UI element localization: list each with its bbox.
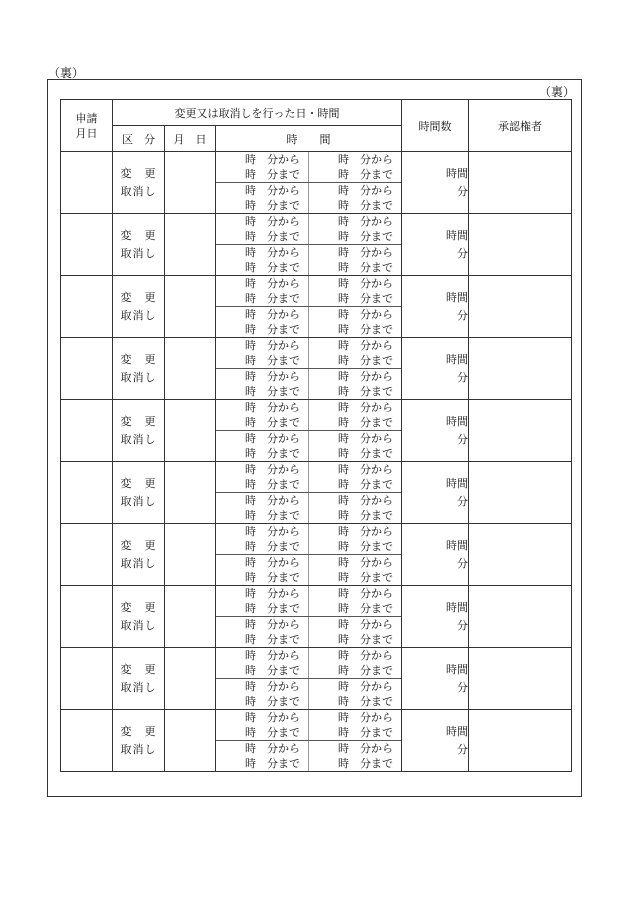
time-from-label: 時 分から (245, 555, 300, 569)
time-slot[interactable] (308, 400, 401, 430)
hours-unit-label: 時間 (446, 476, 468, 490)
application-date-cell[interactable] (61, 524, 113, 586)
time-slot-pair (216, 276, 401, 307)
time-cell[interactable] (216, 586, 402, 648)
time-from-label: 時 分から (245, 493, 300, 507)
time-slot[interactable] (308, 245, 401, 275)
time-slot[interactable] (216, 183, 308, 213)
time-from-label: 時 分から (338, 648, 393, 662)
month-day-cell[interactable] (165, 710, 216, 772)
time-until-label: 時 分まで (338, 508, 393, 522)
hours-count-cell[interactable] (402, 710, 469, 772)
time-slot[interactable] (308, 493, 401, 523)
month-day-cell[interactable] (165, 400, 216, 462)
category-cell[interactable] (113, 524, 165, 586)
time-slot-pair (216, 648, 401, 679)
time-slot-pair (216, 617, 401, 647)
time-slot[interactable] (216, 586, 308, 616)
time-from-label: 時 分から (338, 524, 393, 538)
time-until-label: 時 分まで (245, 384, 300, 398)
time-until-label: 時 分まで (245, 663, 300, 677)
time-slot[interactable] (216, 152, 308, 182)
time-slot[interactable] (308, 648, 401, 678)
hours-count-cell[interactable] (402, 400, 469, 462)
time-slot[interactable] (308, 214, 401, 244)
time-slot[interactable] (216, 741, 308, 771)
time-from-label: 時 分から (338, 741, 393, 755)
month-day-cell[interactable] (165, 338, 216, 400)
time-from-label: 時 分から (338, 555, 393, 569)
time-from-label: 時 分から (245, 586, 300, 600)
time-until-label: 時 分まで (338, 384, 393, 398)
time-until-label: 時 分まで (338, 322, 393, 336)
minutes-unit-label: 分 (457, 680, 468, 694)
time-slot-pair (216, 152, 401, 183)
category-cancel-label: 取消し (120, 308, 157, 322)
time-slot[interactable] (308, 679, 401, 709)
time-until-label: 時 分まで (245, 632, 300, 646)
category-cell[interactable] (113, 276, 165, 338)
time-from-label: 時 分から (245, 400, 300, 414)
time-slot-pair (216, 214, 401, 245)
time-until-label: 時 分まで (245, 477, 300, 491)
hours-unit-label: 時間 (446, 228, 468, 242)
table-row (61, 214, 572, 276)
time-grid (216, 586, 401, 647)
time-slot[interactable] (308, 586, 401, 616)
time-grid (216, 214, 401, 275)
time-from-label: 時 分から (338, 617, 393, 631)
hours-unit-label: 時間 (446, 724, 468, 738)
approver-cell[interactable] (469, 462, 572, 524)
header-hours-count: 時間数 (402, 100, 469, 152)
hours-count-cell[interactable] (402, 152, 469, 214)
time-slot[interactable] (308, 462, 401, 492)
time-until-label: 時 分まで (338, 570, 393, 584)
time-from-label: 時 分から (338, 245, 393, 259)
time-grid (216, 462, 401, 523)
category-change-label: 変 更 (120, 724, 157, 738)
table-row (61, 586, 572, 648)
time-slot-pair (216, 338, 401, 369)
time-from-label: 時 分から (338, 400, 393, 414)
application-date-cell[interactable] (61, 648, 113, 710)
time-slot[interactable] (308, 369, 401, 399)
time-until-label: 時 分まで (338, 198, 393, 212)
time-until-label: 時 分まで (338, 725, 393, 739)
time-until-label: 時 分まで (338, 260, 393, 274)
approver-cell[interactable] (469, 710, 572, 772)
category-change-label: 変 更 (120, 476, 157, 490)
month-day-cell[interactable] (165, 152, 216, 214)
category-cancel-label: 取消し (120, 494, 157, 508)
time-from-label: 時 分から (245, 617, 300, 631)
time-until-label: 時 分まで (338, 756, 393, 770)
time-slot-pair (216, 183, 401, 213)
time-until-label: 時 分まで (245, 322, 300, 336)
category-cancel-label: 取消し (120, 184, 157, 198)
time-from-label: 時 分から (245, 183, 300, 197)
time-from-label: 時 分から (245, 245, 300, 259)
minutes-unit-label: 分 (457, 370, 468, 384)
category-cancel-label: 取消し (120, 370, 157, 384)
category-cancel-label: 取消し (120, 432, 157, 446)
time-slot-pair (216, 710, 401, 741)
time-slot[interactable] (308, 617, 401, 647)
time-from-label: 時 分から (338, 431, 393, 445)
time-from-label: 時 分から (245, 152, 300, 166)
time-from-label: 時 分から (245, 648, 300, 662)
category-cell[interactable] (113, 400, 165, 462)
page-label-back-side: （裏） (48, 66, 85, 80)
minutes-unit-label: 分 (457, 246, 468, 260)
month-day-cell[interactable] (165, 524, 216, 586)
table-row (61, 338, 572, 400)
time-slot[interactable] (216, 245, 308, 275)
category-cancel-label: 取消し (120, 246, 157, 260)
table-row (61, 710, 572, 772)
category-change-label: 変 更 (120, 414, 157, 428)
time-from-label: 時 分から (338, 214, 393, 228)
hours-unit-label: 時間 (446, 662, 468, 676)
time-until-label: 時 分まで (245, 167, 300, 181)
form-frame (47, 79, 582, 797)
time-slot[interactable] (216, 400, 308, 430)
time-from-label: 時 分から (245, 462, 300, 476)
category-change-label: 変 更 (120, 662, 157, 676)
hours-count-cell[interactable] (402, 338, 469, 400)
header-category: 区 分 (113, 126, 165, 152)
header-change-group: 変更又は取消しを行った日・時間 (113, 100, 402, 126)
category-cell[interactable] (113, 338, 165, 400)
category-change-label: 変 更 (120, 352, 157, 366)
month-day-cell[interactable] (165, 462, 216, 524)
category-cancel-label: 取消し (120, 556, 157, 570)
time-slot[interactable] (308, 555, 401, 585)
frame-label-back-side: （裏） (538, 85, 575, 99)
minutes-unit-label: 分 (457, 308, 468, 322)
time-slot-pair (216, 369, 401, 399)
application-date-cell[interactable] (61, 214, 113, 276)
table-row (61, 648, 572, 710)
time-slot-pair (216, 555, 401, 585)
time-slot-pair (216, 679, 401, 709)
approver-cell[interactable] (469, 586, 572, 648)
time-cell[interactable] (216, 524, 402, 586)
category-cell[interactable] (113, 710, 165, 772)
category-cell[interactable] (113, 214, 165, 276)
approver-cell[interactable] (469, 400, 572, 462)
time-until-label: 時 分まで (245, 725, 300, 739)
hours-count-cell[interactable] (402, 648, 469, 710)
time-from-label: 時 分から (245, 710, 300, 724)
time-slot[interactable] (308, 183, 401, 213)
approver-cell[interactable] (469, 276, 572, 338)
time-grid (216, 710, 401, 771)
application-date-cell[interactable] (61, 586, 113, 648)
time-until-label: 時 分まで (245, 601, 300, 615)
approver-cell[interactable] (469, 648, 572, 710)
minutes-unit-label: 分 (457, 184, 468, 198)
time-from-label: 時 分から (338, 493, 393, 507)
category-change-label: 変 更 (120, 228, 157, 242)
time-cell[interactable] (216, 152, 402, 214)
time-slot[interactable] (308, 307, 401, 337)
time-slot-pair (216, 307, 401, 337)
application-date-cell[interactable] (61, 276, 113, 338)
time-until-label: 時 分まで (338, 353, 393, 367)
category-change-label: 変 更 (120, 600, 157, 614)
time-from-label: 時 分から (338, 586, 393, 600)
time-cell[interactable] (216, 214, 402, 276)
time-until-label: 時 分まで (245, 570, 300, 584)
hours-count-cell[interactable] (402, 214, 469, 276)
time-from-label: 時 分から (245, 524, 300, 538)
hours-unit-label: 時間 (446, 352, 468, 366)
time-until-label: 時 分まで (338, 477, 393, 491)
time-slot[interactable] (216, 214, 308, 244)
time-slot[interactable] (216, 555, 308, 585)
time-slot-pair (216, 431, 401, 461)
time-from-label: 時 分から (245, 214, 300, 228)
time-slot-pair (216, 524, 401, 555)
time-slot[interactable] (216, 462, 308, 492)
time-from-label: 時 分から (245, 741, 300, 755)
time-cell[interactable] (216, 648, 402, 710)
minutes-unit-label: 分 (457, 742, 468, 756)
time-slot[interactable] (216, 493, 308, 523)
time-from-label: 時 分から (338, 462, 393, 476)
table-row (61, 524, 572, 586)
time-slot[interactable] (216, 276, 308, 306)
time-until-label: 時 分まで (245, 539, 300, 553)
time-grid (216, 276, 401, 337)
time-slot[interactable] (216, 648, 308, 678)
hours-unit-label: 時間 (446, 600, 468, 614)
time-from-label: 時 分から (338, 338, 393, 352)
category-cell[interactable] (113, 152, 165, 214)
time-until-label: 時 分まで (245, 353, 300, 367)
time-slot[interactable] (216, 617, 308, 647)
time-cell[interactable] (216, 338, 402, 400)
time-slot[interactable] (308, 741, 401, 771)
minutes-unit-label: 分 (457, 432, 468, 446)
time-grid (216, 400, 401, 461)
time-grid (216, 648, 401, 709)
hours-unit-label: 時間 (446, 538, 468, 552)
table-row (61, 400, 572, 462)
minutes-unit-label: 分 (457, 556, 468, 570)
minutes-unit-label: 分 (457, 618, 468, 632)
time-until-label: 時 分まで (338, 601, 393, 615)
time-until-label: 時 分まで (338, 167, 393, 181)
time-slot[interactable] (216, 369, 308, 399)
time-from-label: 時 分から (245, 679, 300, 693)
approver-cell[interactable] (469, 338, 572, 400)
category-change-label: 変 更 (120, 538, 157, 552)
table-row (61, 276, 572, 338)
time-slot[interactable] (216, 710, 308, 740)
time-until-label: 時 分まで (245, 229, 300, 243)
category-cell[interactable] (113, 586, 165, 648)
time-until-label: 時 分まで (245, 694, 300, 708)
time-until-label: 時 分まで (245, 260, 300, 274)
time-until-label: 時 分まで (338, 446, 393, 460)
time-grid (216, 338, 401, 399)
header-time: 時 間 (216, 126, 402, 152)
time-from-label: 時 分から (245, 431, 300, 445)
time-until-label: 時 分まで (245, 198, 300, 212)
application-date-cell[interactable] (61, 462, 113, 524)
time-until-label: 時 分まで (338, 663, 393, 677)
time-cell[interactable] (216, 400, 402, 462)
time-slot[interactable] (308, 338, 401, 368)
time-slot-pair (216, 741, 401, 771)
application-date-cell[interactable] (61, 338, 113, 400)
time-until-label: 時 分まで (338, 694, 393, 708)
month-day-cell[interactable] (165, 586, 216, 648)
change-cancellation-table (60, 99, 572, 772)
time-until-label: 時 分まで (245, 415, 300, 429)
time-until-label: 時 分まで (338, 229, 393, 243)
header-application-date (61, 100, 113, 152)
category-cell[interactable] (113, 648, 165, 710)
form-body (61, 152, 572, 772)
table-row (61, 152, 572, 214)
time-slot[interactable] (216, 524, 308, 554)
category-cancel-label: 取消し (120, 618, 157, 632)
category-cancel-label: 取消し (120, 742, 157, 756)
hours-unit-label: 時間 (446, 414, 468, 428)
application-date-cell[interactable] (61, 400, 113, 462)
minutes-unit-label: 分 (457, 494, 468, 508)
hours-count-cell[interactable] (402, 524, 469, 586)
time-from-label: 時 分から (338, 710, 393, 724)
hours-count-cell[interactable] (402, 586, 469, 648)
category-change-label: 変 更 (120, 290, 157, 304)
time-until-label: 時 分まで (245, 756, 300, 770)
time-slot[interactable] (308, 431, 401, 461)
header-application-date-line2: 月日 (75, 126, 98, 140)
hours-unit-label: 時間 (446, 166, 468, 180)
hours-count-cell[interactable] (402, 462, 469, 524)
time-until-label: 時 分まで (338, 291, 393, 305)
time-until-label: 時 分まで (338, 539, 393, 553)
time-slot-pair (216, 400, 401, 431)
approver-cell[interactable] (469, 214, 572, 276)
time-from-label: 時 分から (338, 183, 393, 197)
time-from-label: 時 分から (338, 152, 393, 166)
time-slot-pair (216, 462, 401, 493)
month-day-cell[interactable] (165, 276, 216, 338)
time-slot-pair (216, 245, 401, 275)
time-from-label: 時 分から (338, 679, 393, 693)
time-slot[interactable] (308, 276, 401, 306)
time-until-label: 時 分まで (245, 508, 300, 522)
time-until-label: 時 分まで (245, 291, 300, 305)
time-cell[interactable] (216, 276, 402, 338)
time-until-label: 時 分まで (338, 415, 393, 429)
month-day-cell[interactable] (165, 648, 216, 710)
time-from-label: 時 分から (245, 369, 300, 383)
time-slot-pair (216, 493, 401, 523)
hours-unit-label: 時間 (446, 290, 468, 304)
time-cell[interactable] (216, 462, 402, 524)
time-from-label: 時 分から (338, 307, 393, 321)
time-until-label: 時 分まで (338, 632, 393, 646)
time-slot[interactable] (216, 338, 308, 368)
time-slot-pair (216, 586, 401, 617)
time-slot[interactable] (308, 152, 401, 182)
approver-cell[interactable] (469, 152, 572, 214)
time-from-label: 時 分から (338, 276, 393, 290)
time-grid (216, 152, 401, 213)
table-row (61, 462, 572, 524)
time-from-label: 時 分から (245, 338, 300, 352)
header-approver: 承認権者 (469, 100, 572, 152)
application-date-cell[interactable] (61, 710, 113, 772)
time-slot[interactable] (216, 307, 308, 337)
month-day-cell[interactable] (165, 214, 216, 276)
time-slot[interactable] (216, 679, 308, 709)
header-month-day: 月 日 (165, 126, 216, 152)
time-cell[interactable] (216, 710, 402, 772)
time-until-label: 時 分まで (245, 446, 300, 460)
category-change-label: 変 更 (120, 166, 157, 180)
approver-cell[interactable] (469, 524, 572, 586)
hours-count-cell[interactable] (402, 276, 469, 338)
category-cancel-label: 取消し (120, 680, 157, 694)
time-from-label: 時 分から (338, 369, 393, 383)
time-slot[interactable] (216, 431, 308, 461)
time-slot[interactable] (308, 710, 401, 740)
time-from-label: 時 分から (245, 307, 300, 321)
time-from-label: 時 分から (245, 276, 300, 290)
time-grid (216, 524, 401, 585)
time-slot[interactable] (308, 524, 401, 554)
category-cell[interactable] (113, 462, 165, 524)
application-date-cell[interactable] (61, 152, 113, 214)
header-application-date-line1: 申請 (75, 111, 98, 125)
